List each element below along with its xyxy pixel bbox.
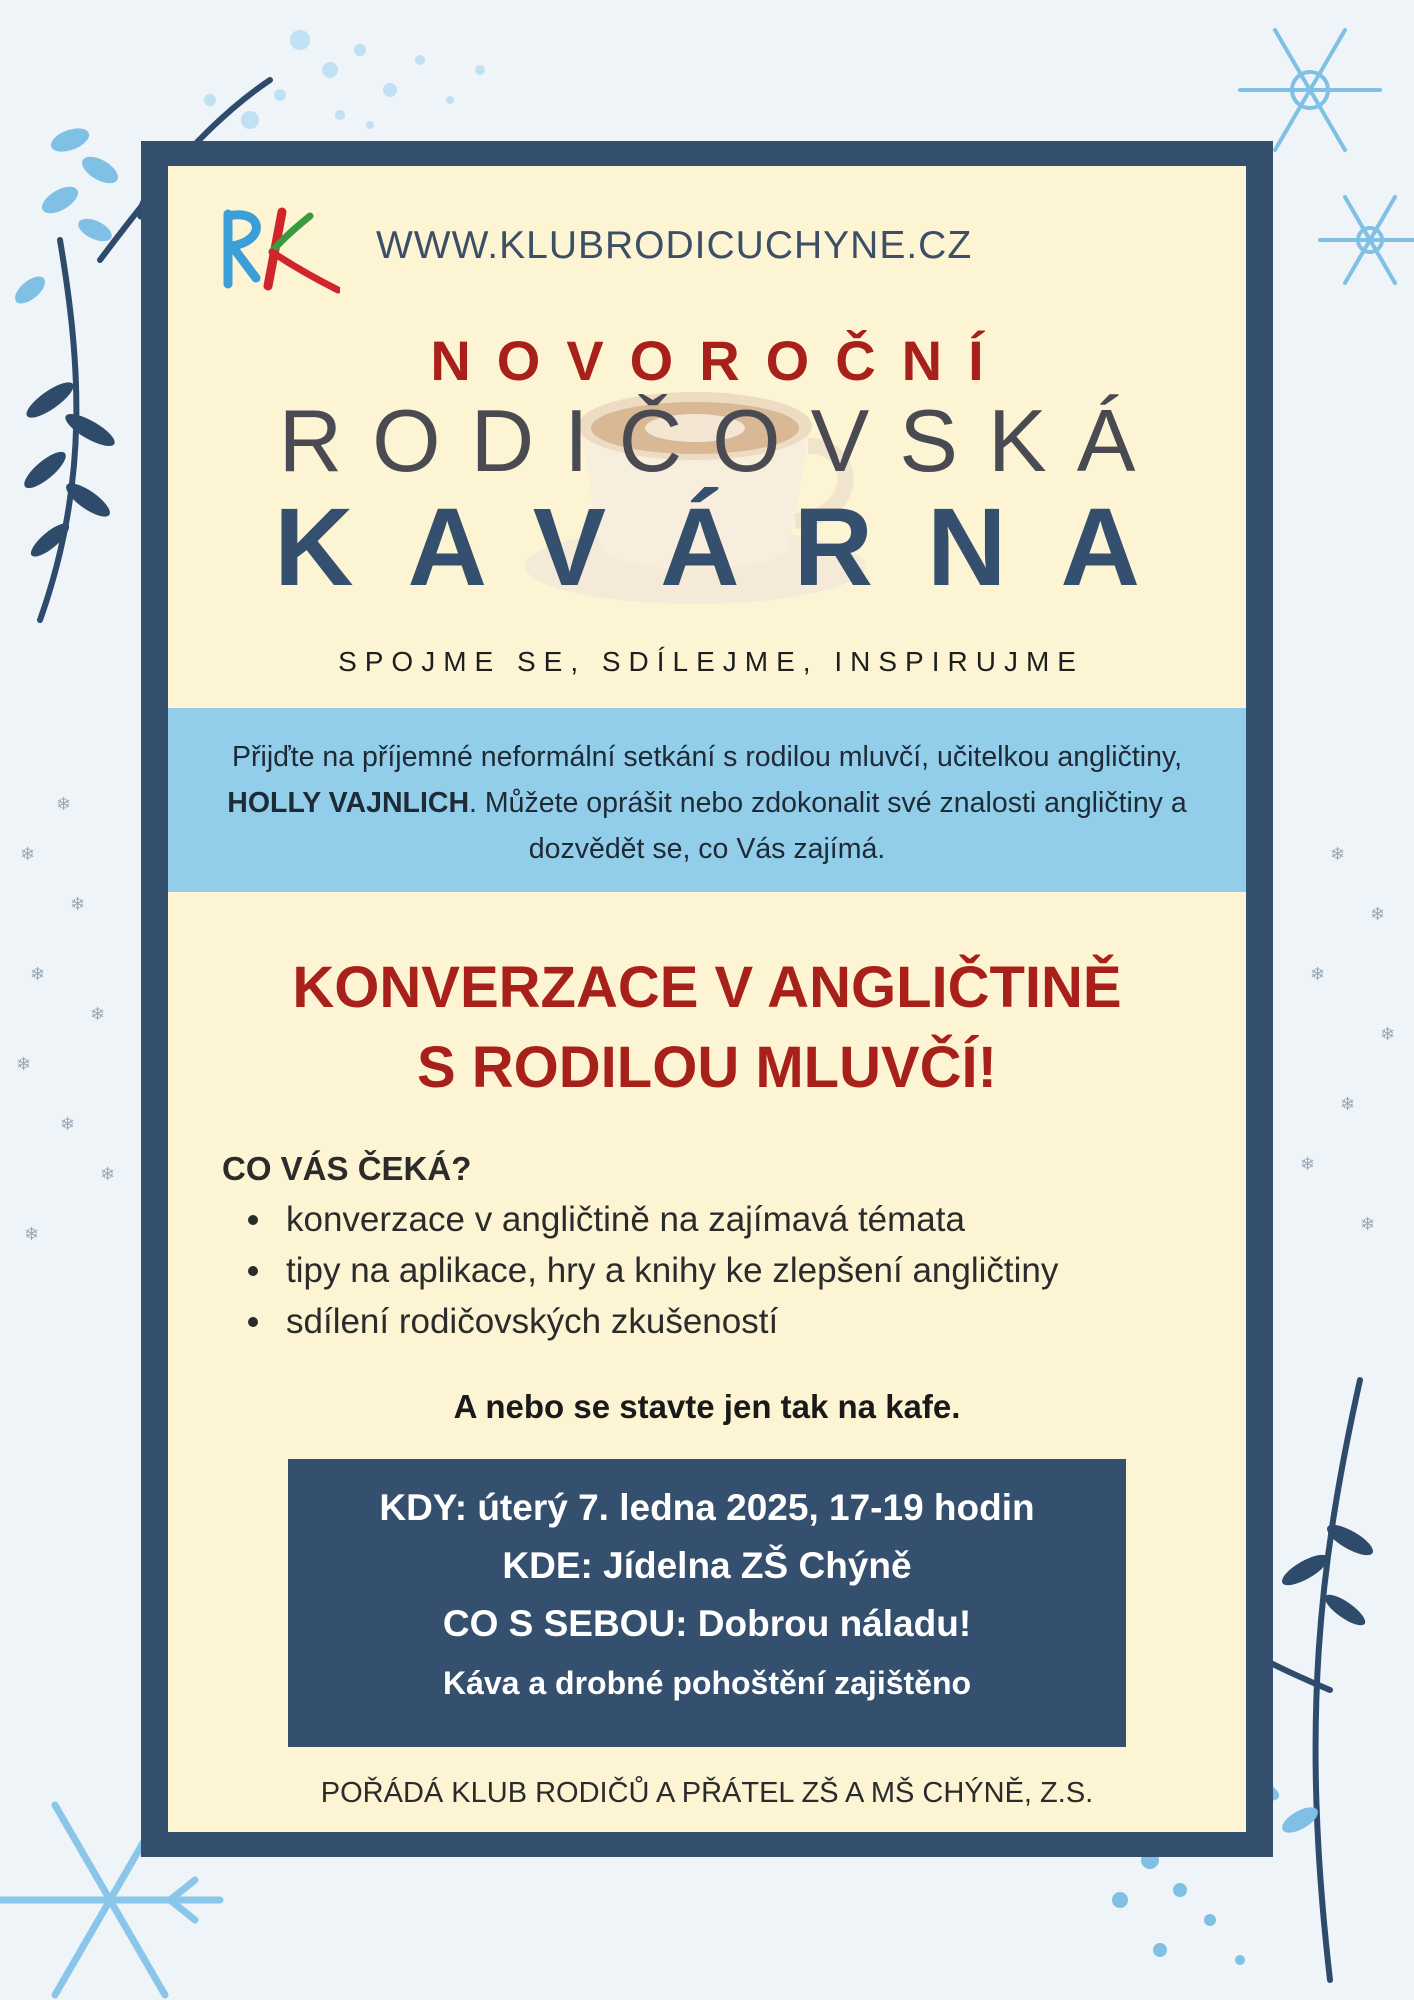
svg-text:❄: ❄	[60, 1114, 76, 1135]
intro-text	[208, 734, 1206, 872]
svg-text:❄: ❄	[1310, 964, 1326, 985]
svg-text:❄: ❄	[100, 1164, 116, 1185]
website-url[interactable]: WWW.KLUBRODICUCHYNE.CZ	[376, 224, 973, 267]
svg-text:❄: ❄	[30, 964, 46, 985]
intro-text-end: . Můžete oprášit nebo zdokonalit své znalosti angličtiny a dozvědět se, co Vás zajímá.	[469, 787, 1187, 865]
expect-list	[244, 1194, 1058, 1347]
svg-text:❄: ❄	[1360, 1214, 1376, 1235]
svg-text:❄: ❄	[20, 844, 36, 865]
svg-text:❄: ❄	[1380, 1024, 1396, 1045]
event-where: KDE: Jídelna ZŠ Chýně	[502, 1545, 912, 1586]
tagline: SPOJME SE, SDÍLEJME, INSPIRUJME	[338, 646, 1084, 677]
expect-heading: CO VÁS ČEKÁ?	[222, 1150, 472, 1187]
title-line-1: NOVOROČNÍ	[430, 329, 1010, 392]
speaker-name: HOLLY VAJNLICH	[227, 787, 470, 819]
title-line-3: KAVÁRNA	[274, 486, 1194, 609]
svg-text:❄: ❄	[56, 794, 72, 815]
event-when: KDY: úterý 7. ledna 2025, 17-19 hodin	[379, 1487, 1035, 1528]
svg-text:❄: ❄	[16, 1054, 32, 1075]
poster-content	[168, 166, 1246, 1832]
intro-text-start: Přijďte na příjemné neformální setkání s rodilou mluvčí, učitelkou angličtiny,	[231, 741, 1182, 773]
svg-text:❄: ❄	[1370, 904, 1386, 925]
list-item: tipy na aplikace, hry a knihy ke zlepšení angličtiny	[244, 1245, 1058, 1296]
list-item: konverzace v angličtině na zajímavá témata	[244, 1194, 1058, 1245]
headline-line-2: S RODILOU MLUVČÍ!	[417, 1035, 997, 1100]
svg-text:❄: ❄	[24, 1224, 40, 1245]
rk-logo-icon	[210, 202, 340, 302]
list-item: sdílení rodičovských zkušeností	[244, 1296, 1058, 1347]
organizer-line: POŘÁDÁ KLUB RODIČŮ A PŘÁTEL ZŠ A MŠ CHÝNĚ, Z.S.	[320, 1777, 1094, 1809]
event-bring: CO S SEBOU: Dobrou náladu!	[442, 1603, 972, 1644]
headline-line-1: KONVERZACE V ANGLIČTINĚ	[292, 955, 1122, 1020]
left-small-snowflakes-decoration	[0, 760, 140, 1280]
svg-text:❄: ❄	[90, 1004, 106, 1025]
svg-text:❄: ❄	[1340, 1094, 1356, 1115]
svg-text:❄: ❄	[1330, 844, 1346, 865]
svg-text:❄: ❄	[70, 894, 86, 915]
event-note: Káva a drobné pohoštění zajištěno	[442, 1665, 972, 1701]
title-line-2: RODIČOVSKÁ	[278, 391, 1166, 490]
svg-text:❄: ❄	[1300, 1154, 1316, 1175]
event-details-box	[288, 1459, 1126, 1747]
coffee-note: A nebo se stavte jen tak na kafe.	[453, 1388, 961, 1425]
right-small-snowflakes-decoration	[1280, 820, 1414, 1280]
main-headline	[168, 948, 1246, 1108]
intro-band	[168, 708, 1246, 892]
